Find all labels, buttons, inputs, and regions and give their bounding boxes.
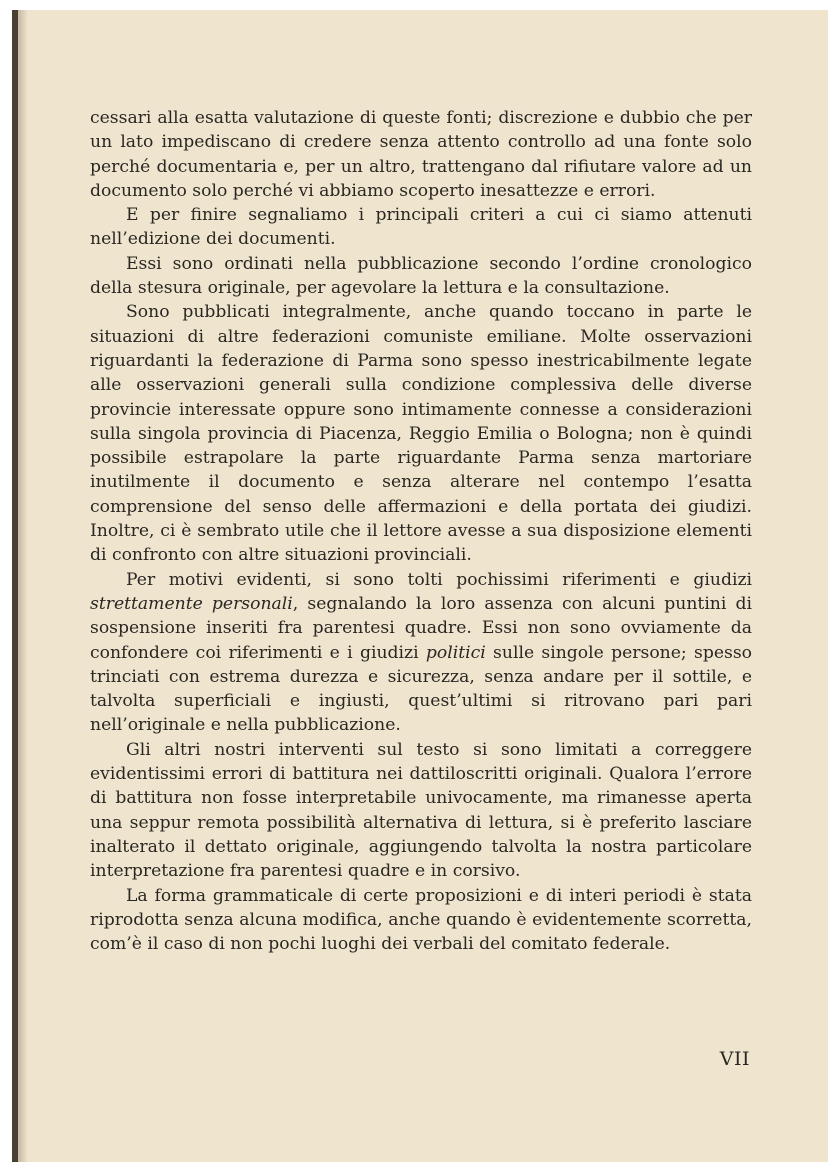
italic-emphasis: strettamente personali [90,593,293,614]
text-run: Gli altri nostri interventi sul testo si sono limitati a correggere evidentissimi errori di battitura nei dattiloscritti originali. Qualora l’errore di battitura non fosse interpretabile univocamente, ma rimanesse aperta una seppur remota possibilità alternativa di lettura, si è preferito lasciare inalterato il dettato originale, aggiungendo talvolta la nostra particolare interpretazione fra parentesi quadre e in corsivo. [90,739,752,882]
paragraph [90,568,752,738]
text-run: Sono pubblicati integralmente, anche quando toccano in parte le situazioni di altre federazioni comuniste emiliane. Molte osservazioni riguardanti la federazione di Parma sono spesso inestricabilmente legate alle osservazioni generali sulla condizione complessiva delle diverse provincie interessate oppure sono intimamente connesse a considerazioni sulla singola provincia di Piacenza, Reggio Emilia o Bologna; non è quindi possibile estrapolare la parte riguardante Parma senza martoriare inutilmente il documento e senza alterare nel contempo l’esatta comprensione del senso delle affermazioni e della portata dei giudizi. Inoltre, ci è sembrato utile che il lettore avesse a sua disposizione elementi di confronto con altre situazioni provinciali. [90,302,752,566]
text-run: , segnalando la loro assenza con alcuni puntini di sospensione inseriti fra parentesi quadre. Essi non sono ovviamente da confondere coi riferimenti e i giudizi [90,593,753,663]
body-text [90,106,752,956]
paragraph [90,300,752,567]
text-run: cessari alla esatta valutazione di queste fonti; discrezione e dubbio che per un lato impediscano di credere senza attento controllo ad una fonte solo perché documentaria e, per un altro, trattengano dal rifiutare valore ad un documento solo perché vi abbiamo scoperto inesattezze e errori. [90,108,752,201]
page-number: VII [719,1048,750,1070]
text-run: sulle singole persone; spesso trinciati con estrema durezza e sicurezza, senza andare per il sottile, e talvolta superficiali e ingiusti, quest’ultimi si ritrovano pari pari nell’originale e nella pubblicazione. [90,642,752,736]
paragraph-continued [90,106,752,203]
text-run: Per motivi evidenti, si sono tolti pochissimi riferimenti e giudizi [126,569,752,590]
text-run: Essi sono ordinati nella pubblicazione secondo l’ordine cronologico della stesura originale, per agevolare la lettura e la consultazione. [90,253,752,299]
paragraph [90,738,752,884]
paragraph [90,203,752,252]
text-run: La forma grammaticale di certe proposizioni e di interi periodi è stata riprodotta senza alcuna modifica, anche quando è evidentemente scorretta, com’è il caso di non pochi luoghi dei verbali del comitato federale. [90,885,752,955]
italic-emphasis: politici [425,642,486,663]
book-page [12,10,828,1162]
paragraph [90,252,752,301]
text-run: E per finire segnaliamo i principali criteri a cui ci siamo attenuti nell’edizione dei documenti. [90,205,752,250]
paragraph [90,884,752,957]
